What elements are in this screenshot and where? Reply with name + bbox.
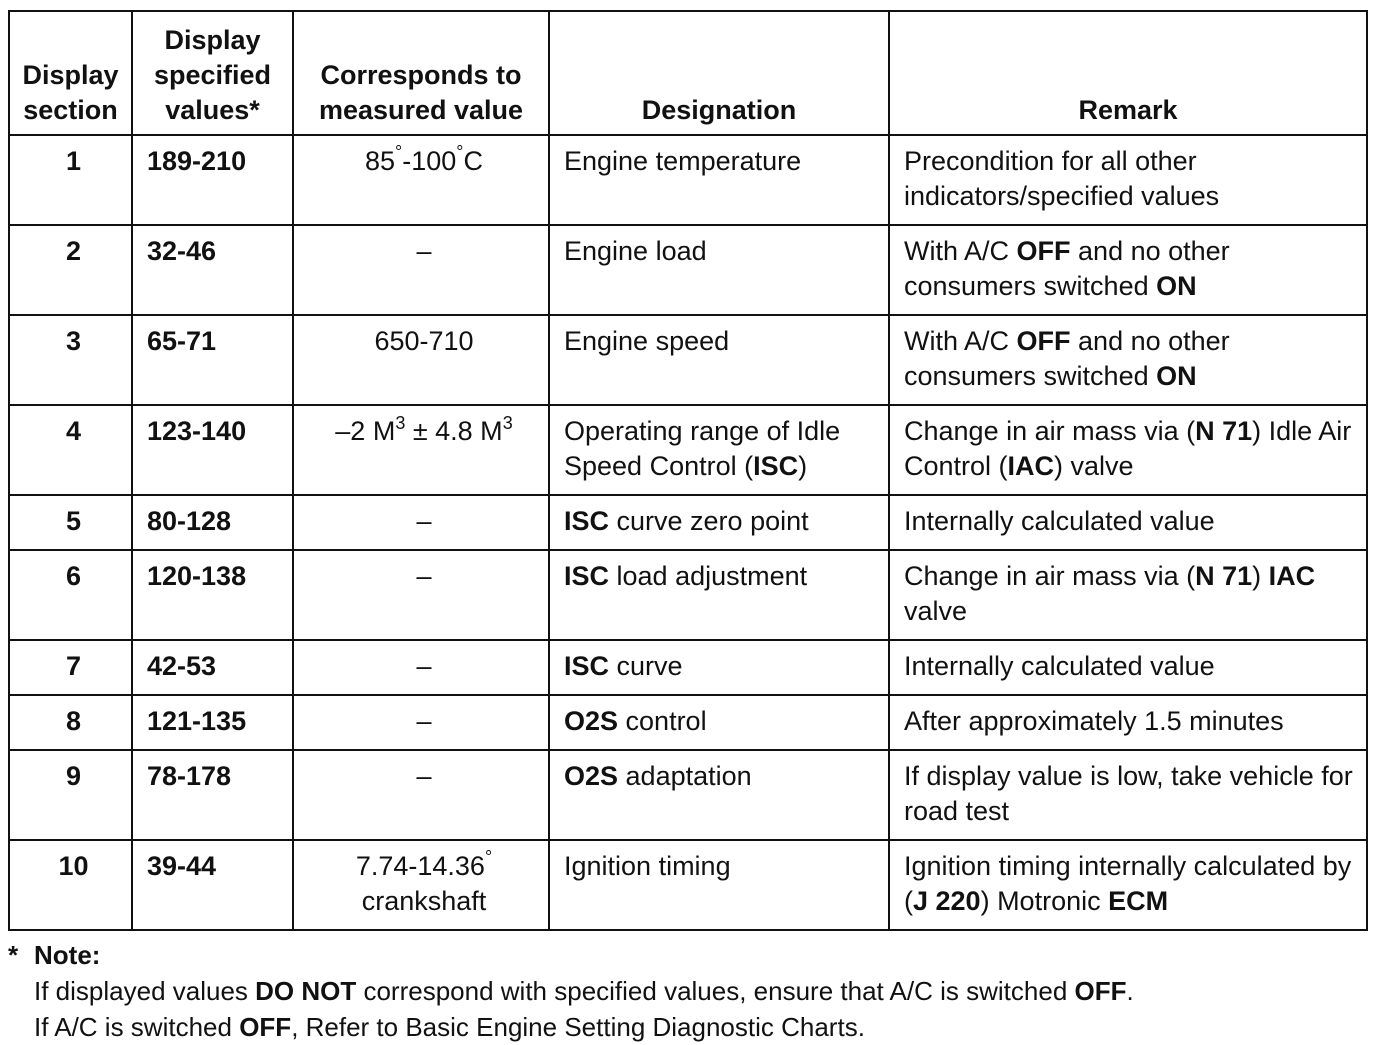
cell-designation: O2S control (549, 695, 889, 750)
cell-specified-values: 120-138 (132, 550, 293, 640)
cell-measured-value: –2 $M^3 \pm 4.8$ $M^3$ (293, 405, 549, 495)
cell-display-section: 7 (9, 640, 132, 695)
table-row (9, 640, 1367, 695)
cell-specified-values: 32-46 (132, 225, 293, 315)
cell-remark: Ignition timing internally calculated by (J 220) Motronic ECM (889, 840, 1367, 930)
cell-specified-values: 65-71 (132, 315, 293, 405)
cell-measured-value: – (293, 640, 549, 695)
table-row (9, 135, 1367, 225)
cell-display-section: 4 (9, 405, 132, 495)
cell-remark: Precondition for all other indicators/specified values (889, 135, 1367, 225)
table-header-row (9, 11, 1367, 135)
footnote-title: Note: (34, 940, 101, 970)
table-body (9, 135, 1367, 930)
cell-remark: With A/C OFF and no other consumers switched ON (889, 315, 1367, 405)
footnote (8, 937, 1366, 1045)
cell-specified-values: 123-140 (132, 405, 293, 495)
table-row (9, 315, 1367, 405)
cell-remark: With A/C OFF and no other consumers switched ON (889, 225, 1367, 315)
cell-designation: O2S adaptation (549, 750, 889, 840)
specified-values-table (8, 10, 1368, 931)
cell-designation: Engine load (549, 225, 889, 315)
cell-remark: If display value is low, take vehicle for road test (889, 750, 1367, 840)
table-row (9, 695, 1367, 750)
cell-specified-values: 189-210 (132, 135, 293, 225)
specification-sheet (8, 10, 1366, 1045)
header-measured-value: Corresponds to measured value (293, 11, 549, 135)
cell-measured-value: – (293, 225, 549, 315)
cell-display-section: 2 (9, 225, 132, 315)
cell-designation: ISC curve zero point (549, 495, 889, 550)
footnote-line-2: If A/C is switched OFF, Refer to Basic Engine Setting Diagnostic Charts. (34, 1012, 865, 1042)
table-row (9, 750, 1367, 840)
header-display-specified-values: Display specified values* (132, 11, 293, 135)
cell-remark: Change in air mass via (N 71) Idle Air Control (IAC) valve (889, 405, 1367, 495)
cell-designation: Operating range of Idle Speed Control (ISC) (549, 405, 889, 495)
cell-display-section: 5 (9, 495, 132, 550)
table-row (9, 495, 1367, 550)
cell-remark: Internally calculated value (889, 640, 1367, 695)
cell-measured-value: 7.74-14.36° crankshaft (293, 840, 549, 930)
cell-measured-value: 85°-100°C (293, 135, 549, 225)
table-row (9, 550, 1367, 640)
cell-measured-value: – (293, 495, 549, 550)
cell-designation: Ignition timing (549, 840, 889, 930)
cell-measured-value: – (293, 550, 549, 640)
cell-remark: Change in air mass via (N 71) IAC valve (889, 550, 1367, 640)
cell-designation: ISC curve (549, 640, 889, 695)
cell-designation: Engine speed (549, 315, 889, 405)
cell-specified-values: 42-53 (132, 640, 293, 695)
table-row (9, 405, 1367, 495)
cell-display-section: 8 (9, 695, 132, 750)
cell-measured-value: 650-710 (293, 315, 549, 405)
cell-display-section: 10 (9, 840, 132, 930)
cell-specified-values: 121-135 (132, 695, 293, 750)
cell-display-section: 1 (9, 135, 132, 225)
cell-specified-values: 80-128 (132, 495, 293, 550)
cell-remark: Internally calculated value (889, 495, 1367, 550)
cell-specified-values: 78-178 (132, 750, 293, 840)
cell-remark: After approximately 1.5 minutes (889, 695, 1367, 750)
footnote-line-1: If displayed values DO NOT correspond with specified values, ensure that A/C is switched OFF. (34, 976, 1134, 1006)
footnote-asterisk: * (8, 940, 19, 970)
table-row (9, 225, 1367, 315)
cell-display-section: 3 (9, 315, 132, 405)
cell-display-section: 6 (9, 550, 132, 640)
header-remark: Remark (889, 11, 1367, 135)
header-designation: Designation (549, 11, 889, 135)
header-display-section: Display section (9, 11, 132, 135)
cell-designation: ISC load adjustment (549, 550, 889, 640)
table-row (9, 840, 1367, 930)
cell-display-section: 9 (9, 750, 132, 840)
cell-measured-value: – (293, 695, 549, 750)
cell-measured-value: – (293, 750, 549, 840)
cell-designation: Engine temperature (549, 135, 889, 225)
cell-specified-values: 39-44 (132, 840, 293, 930)
